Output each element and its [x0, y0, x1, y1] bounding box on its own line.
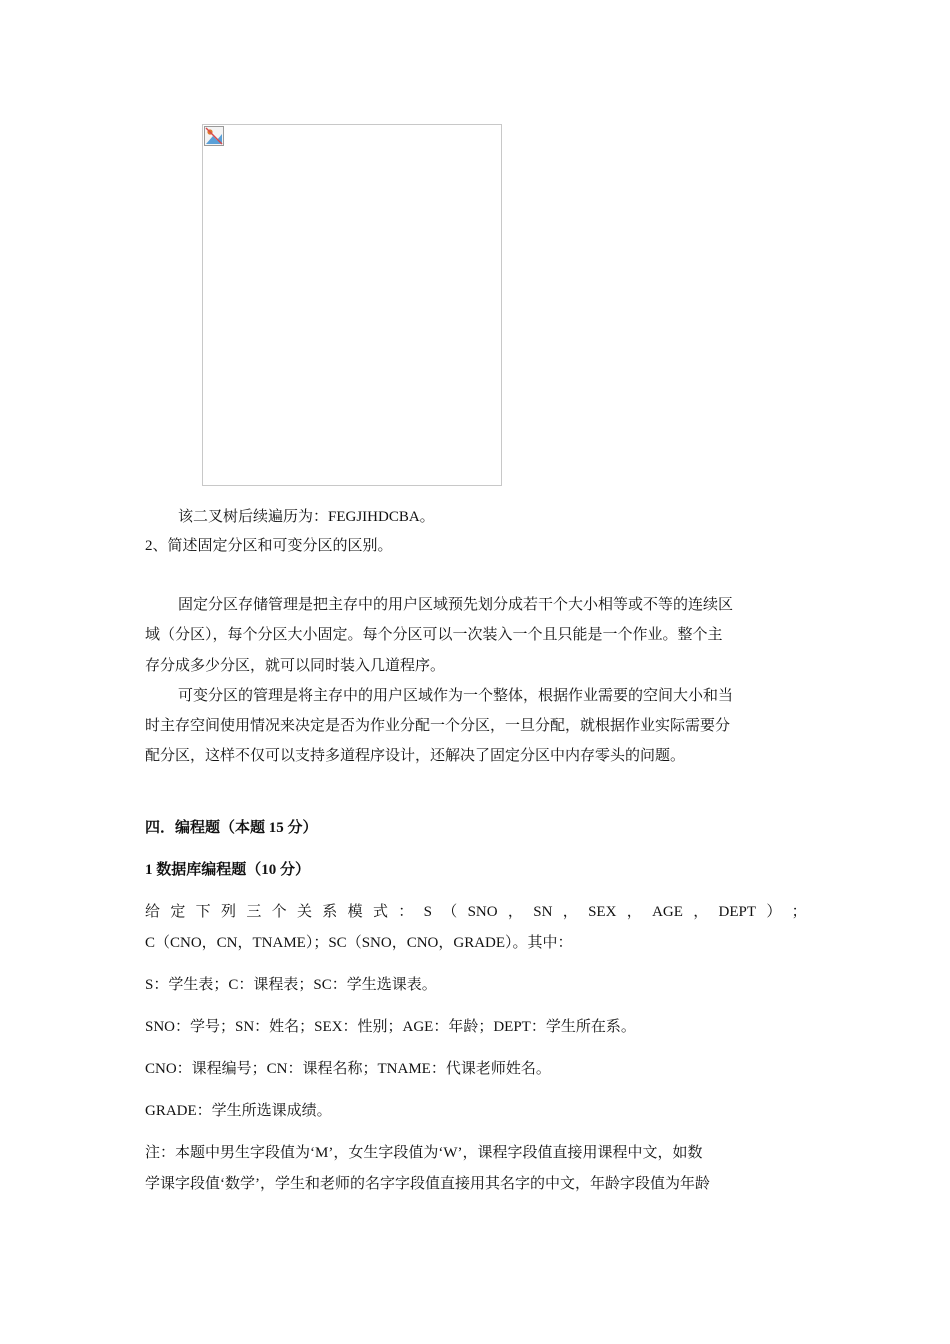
question-2-title: 2、简述固定分区和可变分区的区别。: [145, 538, 393, 554]
relations-token: （: [442, 904, 458, 920]
grade-field-description: GRADE：学生所选课成绩。: [145, 1103, 332, 1119]
relations-token: 个: [271, 904, 287, 920]
relations-token: DEPT: [718, 904, 757, 920]
note-line-1: 注：本题中男生字段值为‘M’，女生字段值为‘W’，课程字段值直接用课程中文，如数: [145, 1145, 703, 1161]
course-fields-description: CNO：课程编号；CN：课程名称；TNAME：代课老师姓名。: [145, 1061, 551, 1077]
paragraph-fixed-partition-line-1: 固定分区存储管理是把主存中的用户区域预先划分成若干个大小相等或不等的连续区: [178, 597, 734, 613]
relations-token: ，: [626, 904, 642, 920]
paragraph-variable-partition-line-2: 时主存空间使用情况来决定是否为作业分配一个分区，一旦分配，就根据作业实际需要分: [145, 718, 731, 734]
paragraph-variable-partition-line-1: 可变分区的管理是将主存中的用户区域作为一个整体，根据作业需要的空间大小和当: [178, 688, 734, 704]
section-4-heading: 四．编程题（本题 15 分）: [145, 820, 318, 836]
relations-token: 列: [220, 904, 236, 920]
relations-token: ；: [791, 904, 807, 920]
relations-token: 系: [322, 904, 338, 920]
relations-token: SN: [533, 904, 553, 920]
relations-token: ，: [562, 904, 578, 920]
relations-token: 定: [170, 904, 186, 920]
relations-token: ，: [693, 904, 709, 920]
subsection-1-heading: 1 数据库编程题（10 分）: [145, 862, 311, 878]
paragraph-fixed-partition-line-2: 域（分区），每个分区大小固定。每个分区可以一次装入一个且只能是一个作业。整个主: [145, 627, 723, 643]
relations-token: 三: [246, 904, 262, 920]
relations-token: SEX: [588, 904, 617, 920]
relations-token: 给: [145, 904, 161, 920]
broken-image-icon: [204, 126, 224, 146]
student-fields-description: SNO：学号；SN：姓名；SEX：性别；AGE：年龄；DEPT：学生所在系。: [145, 1019, 636, 1035]
relations-token: 下: [195, 904, 211, 920]
relations-token: 模: [347, 904, 363, 920]
relations-line-1: [145, 902, 807, 922]
relations-token: 关: [296, 904, 312, 920]
relations-line-2: C（CNO，CN，TNAME）；SC（SNO，CNO，GRADE）。其中：: [145, 935, 573, 951]
relations-token: 式: [372, 904, 388, 920]
image-placeholder: [202, 124, 502, 486]
relations-token: ，: [507, 904, 523, 920]
relations-token: AGE: [652, 904, 683, 920]
note-line-2: 学课字段值‘数学’，学生和老师的名字字段值直接用其名字的中文，年龄字段值为年龄: [145, 1176, 710, 1192]
traversal-result-text: 该二叉树后续遍历为：FEGJIHDCBA。: [178, 509, 435, 525]
relations-token: S: [423, 904, 432, 920]
paragraph-variable-partition-line-3: 配分区，这样不仅可以支持多道程序设计，还解决了固定分区中内存零头的问题。: [145, 748, 686, 764]
tables-description: S：学生表；C：课程表；SC：学生选课表。: [145, 977, 437, 993]
relations-token: ）: [766, 904, 782, 920]
relations-token: SNO: [467, 904, 498, 920]
paragraph-fixed-partition-line-3: 存分成多少分区，就可以同时装入几道程序。: [145, 658, 446, 674]
relations-token: ：: [398, 904, 414, 920]
